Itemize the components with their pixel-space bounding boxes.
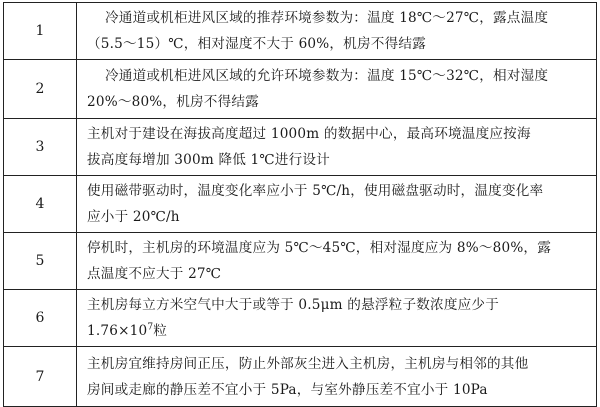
row-index: 3 (4, 119, 77, 176)
row-content (77, 119, 597, 176)
row-content (77, 3, 597, 60)
row-text-line: （5.5～15）℃，相对湿度不大于 60%，机房不得结露 (87, 36, 426, 52)
row-text-line: 停机时，主机房的环境温度应为 5℃～45℃，相对湿度应为 8%～80%，露 (87, 240, 552, 256)
row-index: 6 (4, 290, 77, 347)
row-text-line: 使用磁带驱动时，温度变化率应小于 5℃/h，使用磁盘驱动时，温度变化率 (87, 183, 544, 199)
row-index: 7 (4, 347, 77, 407)
row-text-line: 主机房宜维持房间正压，防止外部灰尘进入主机房，主机房与相邻的其他 (87, 355, 529, 372)
row-index: 4 (4, 176, 77, 233)
row-content (77, 176, 597, 233)
table-row (4, 119, 597, 176)
row-text-line: 主机房每立方米空气中大于或等于 0.5μm 的悬浮粒子数浓度应少于 (87, 297, 500, 313)
table-row (4, 176, 597, 233)
row-text-line: 20%～80%，机房不得结露 (87, 94, 259, 110)
table-row (4, 233, 597, 290)
row-text-line: 房间或走廊的静压差不宜小于 5Pa，与室外静压差不宜小于 10Pa (87, 381, 488, 398)
row-text-line (87, 318, 588, 344)
table-row (4, 290, 597, 347)
row-text-line: 点温度不应大于 27℃ (87, 266, 222, 282)
row-text-line: 主机对于建设在海拔高度超过 1000m 的数据中心，最高环境温度应按海 (87, 126, 531, 142)
row-content (77, 347, 597, 407)
row-text-line: 应小于 20℃/h (87, 209, 180, 225)
row-content (77, 60, 597, 119)
environment-spec-table (3, 2, 597, 407)
table-row (4, 347, 597, 407)
row-text-line: 冷通道或机柜进风区域的推荐环境参数为：温度 18℃～27℃，露点温度 (105, 10, 549, 26)
table-row (4, 60, 597, 119)
row-index: 5 (4, 233, 77, 290)
row-text-line: 冷通道或机柜进风区域的允许环境参数为：温度 15℃～32℃，相对湿度 (105, 68, 549, 84)
row-content (77, 290, 597, 347)
row-text-line: 拔高度每增加 300m 降低 1℃进行设计 (87, 152, 330, 168)
exponent: 7 (147, 322, 154, 333)
row-index: 2 (4, 60, 77, 119)
row-content (77, 233, 597, 290)
unit-text: 粒 (153, 323, 168, 339)
row-index: 1 (4, 3, 77, 60)
particle-count: 1.76×10 (87, 323, 148, 339)
table-row (4, 3, 597, 60)
